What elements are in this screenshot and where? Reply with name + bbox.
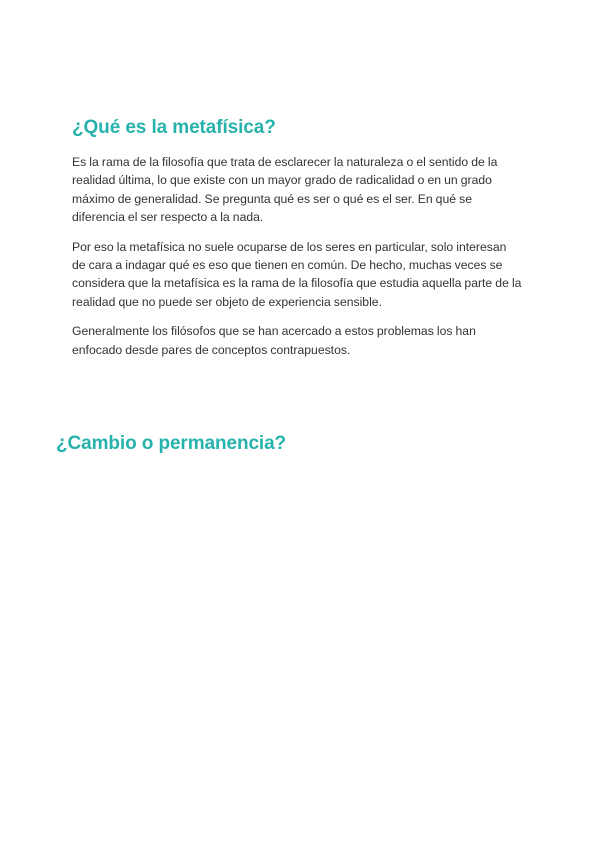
paragraph-1: Es la rama de la filosofía que trata de esclarecer la naturaleza o el sentido de la realidad última, lo que existe con un mayor grado de radicalidad o en un grado máximo de generalidad. Se pregunta qué es ser o qué es el ser. En qué se diferencia el ser respecto a la nada.: [72, 155, 498, 225]
paragraph-2: Por eso la metafísica no suele ocuparse de los seres en particular, solo interesan de cara a indagar qué es eso que tienen en común. De hecho, muchas veces se considera que la metafísica es la rama de la filosofía que estudia aquella parte de la realidad que no puede ser objeto de experiencia sensible.: [72, 239, 522, 309]
section-heading-metafisica: ¿Qué es la metafísica?: [72, 117, 276, 138]
section-cambio-permanencia: [56, 432, 536, 469]
paragraph-3: Generalmente los filósofos que se han acercado a estos problemas los han enfocado desde pares de conceptos contrapuestos.: [72, 324, 476, 357]
section-metafisica: [72, 116, 522, 370]
section-heading-cambio: ¿Cambio o permanencia?: [56, 433, 287, 454]
